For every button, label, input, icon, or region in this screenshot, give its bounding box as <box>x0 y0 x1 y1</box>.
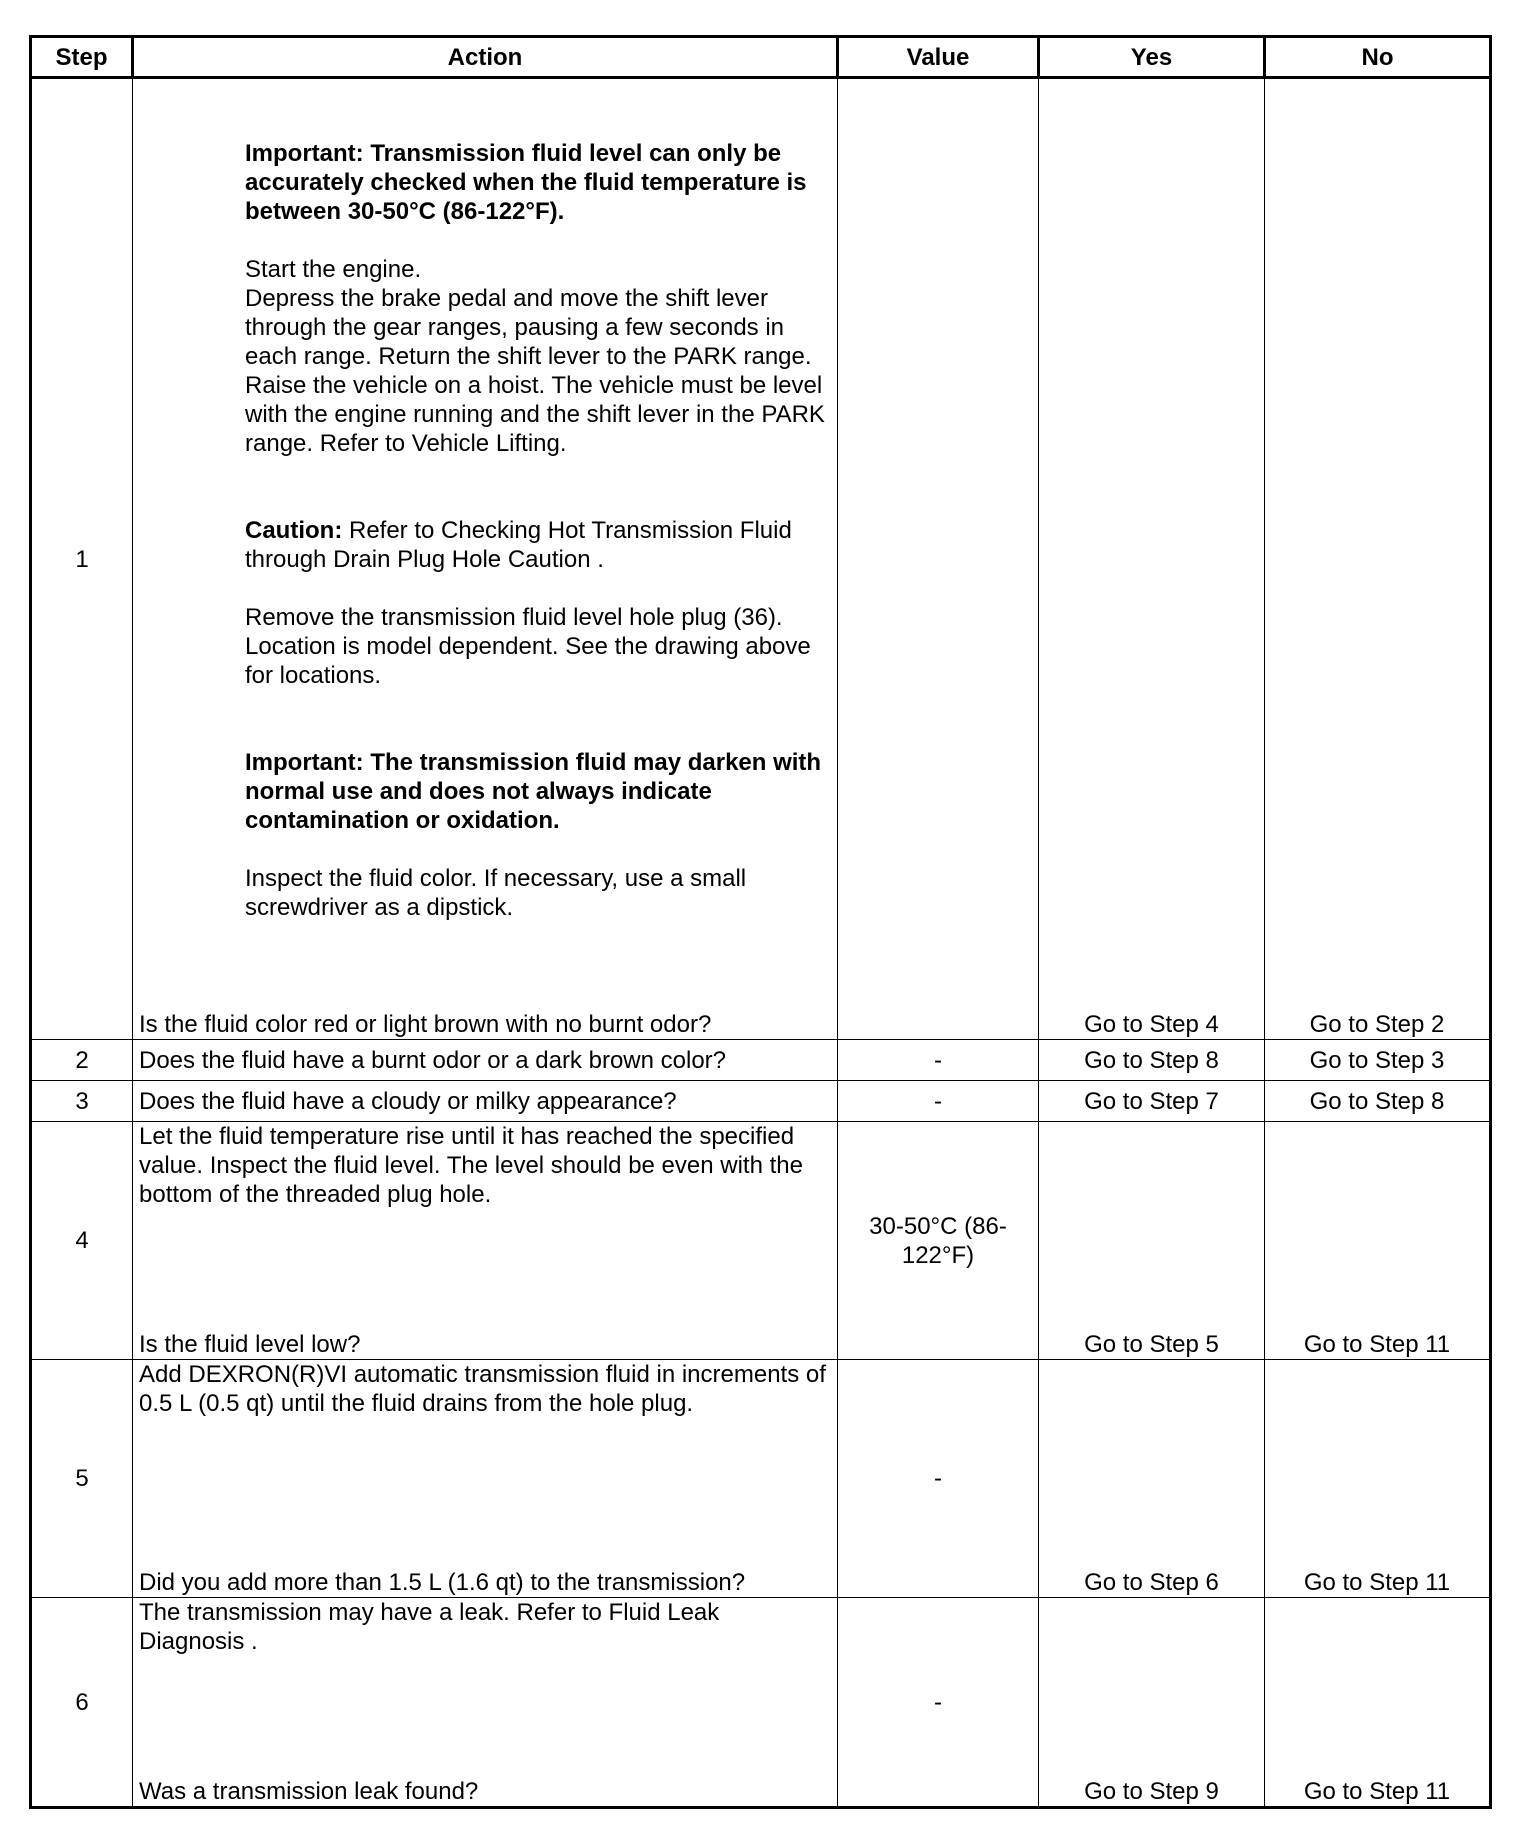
instruction-text: Start the engine. <box>245 256 422 283</box>
header-value: Value <box>838 37 1039 78</box>
step-number: 1 <box>31 78 133 1040</box>
header-action: Action <box>133 37 838 78</box>
table-row <box>31 1598 1491 1808</box>
no-cell: Go to Step 11 <box>1265 1598 1491 1808</box>
question-text: Is the fluid level low? <box>139 1331 361 1358</box>
action-cell <box>133 1122 838 1360</box>
header-yes: Yes <box>1039 37 1265 78</box>
step-number: 3 <box>31 1081 133 1122</box>
instruction-text: Inspect the fluid color. If necessary, use a small screwdriver as a dipstick. <box>245 865 747 921</box>
question-text: Is the fluid color red or light brown with no burnt odor? <box>139 1011 712 1038</box>
instruction-text: Add DEXRON(R)VI automatic transmission fluid in increments of 0.5 L (0.5 qt) until the fluid drains from the hole plug. <box>139 1361 826 1417</box>
yes-cell: Go to Step 8 <box>1039 1040 1265 1081</box>
no-cell: Go to Step 2 <box>1265 78 1491 1040</box>
action-cell <box>133 1598 838 1808</box>
no-cell: Go to Step 11 <box>1265 1122 1491 1360</box>
value-cell: 30-50°C (86-122°F) <box>838 1122 1039 1360</box>
value-cell: - <box>838 1598 1039 1808</box>
instruction-text: Remove the transmission fluid level hole plug (36). Location is model dependent. See the drawing above for locations. <box>245 604 811 689</box>
header-no: No <box>1265 37 1491 78</box>
table-header-row <box>31 37 1491 78</box>
yes-cell: Go to Step 5 <box>1039 1122 1265 1360</box>
instruction-text: Let the fluid temperature rise until it has reached the specified value. Inspect the fluid level. The level should be even with the bottom of the threaded plug hole. <box>139 1123 803 1208</box>
important-note: Important: Transmission fluid level can only be accurately checked when the fluid temperature is between 30-50°C (86-122°F). <box>245 140 807 225</box>
action-cell: Does the fluid have a burnt odor or a dark brown color? <box>133 1040 838 1081</box>
no-cell: Go to Step 11 <box>1265 1360 1491 1598</box>
step-number: 4 <box>31 1122 133 1360</box>
table-row <box>31 78 1491 1040</box>
caution-note <box>245 516 831 574</box>
yes-cell: Go to Step 6 <box>1039 1360 1265 1598</box>
yes-cell: Go to Step 7 <box>1039 1081 1265 1122</box>
action-cell: Does the fluid have a cloudy or milky appearance? <box>133 1081 838 1122</box>
table-row <box>31 1081 1491 1122</box>
yes-cell: Go to Step 4 <box>1039 78 1265 1040</box>
yes-cell: Go to Step 9 <box>1039 1598 1265 1808</box>
caution-text: Refer to Checking Hot Transmission Fluid through Drain Plug Hole Caution . <box>245 517 792 573</box>
instruction-text: The transmission may have a leak. Refer to Fluid Leak Diagnosis . <box>139 1599 720 1655</box>
header-step: Step <box>31 37 133 78</box>
important-note: Important: The transmission fluid may darken with normal use and does not always indicate contamination or oxidation. <box>245 749 822 834</box>
step-number: 2 <box>31 1040 133 1081</box>
table-row <box>31 1040 1491 1081</box>
no-cell: Go to Step 8 <box>1265 1081 1491 1122</box>
value-cell <box>838 78 1039 1040</box>
instruction-text: Raise the vehicle on a hoist. The vehicle must be level with the engine running and the shift lever in the PARK range. Refer to Vehicle Lifting. <box>245 372 825 457</box>
table-row <box>31 1122 1491 1360</box>
table-row <box>31 1360 1491 1598</box>
no-cell: Go to Step 3 <box>1265 1040 1491 1081</box>
action-cell <box>133 78 838 1040</box>
step-number: 6 <box>31 1598 133 1808</box>
question-text: Was a transmission leak found? <box>139 1778 479 1805</box>
diagnostic-table <box>29 35 1492 1809</box>
instruction-text: Depress the brake pedal and move the shift lever through the gear ranges, pausing a few seconds in each range. Return the shift lever to the PARK range. <box>245 285 812 370</box>
value-cell: - <box>838 1040 1039 1081</box>
step-number: 5 <box>31 1360 133 1598</box>
caution-label: Caution: <box>245 517 343 544</box>
action-cell <box>133 1360 838 1598</box>
question-text: Did you add more than 1.5 L (1.6 qt) to the transmission? <box>139 1569 746 1596</box>
value-cell: - <box>838 1081 1039 1122</box>
value-cell: - <box>838 1360 1039 1598</box>
